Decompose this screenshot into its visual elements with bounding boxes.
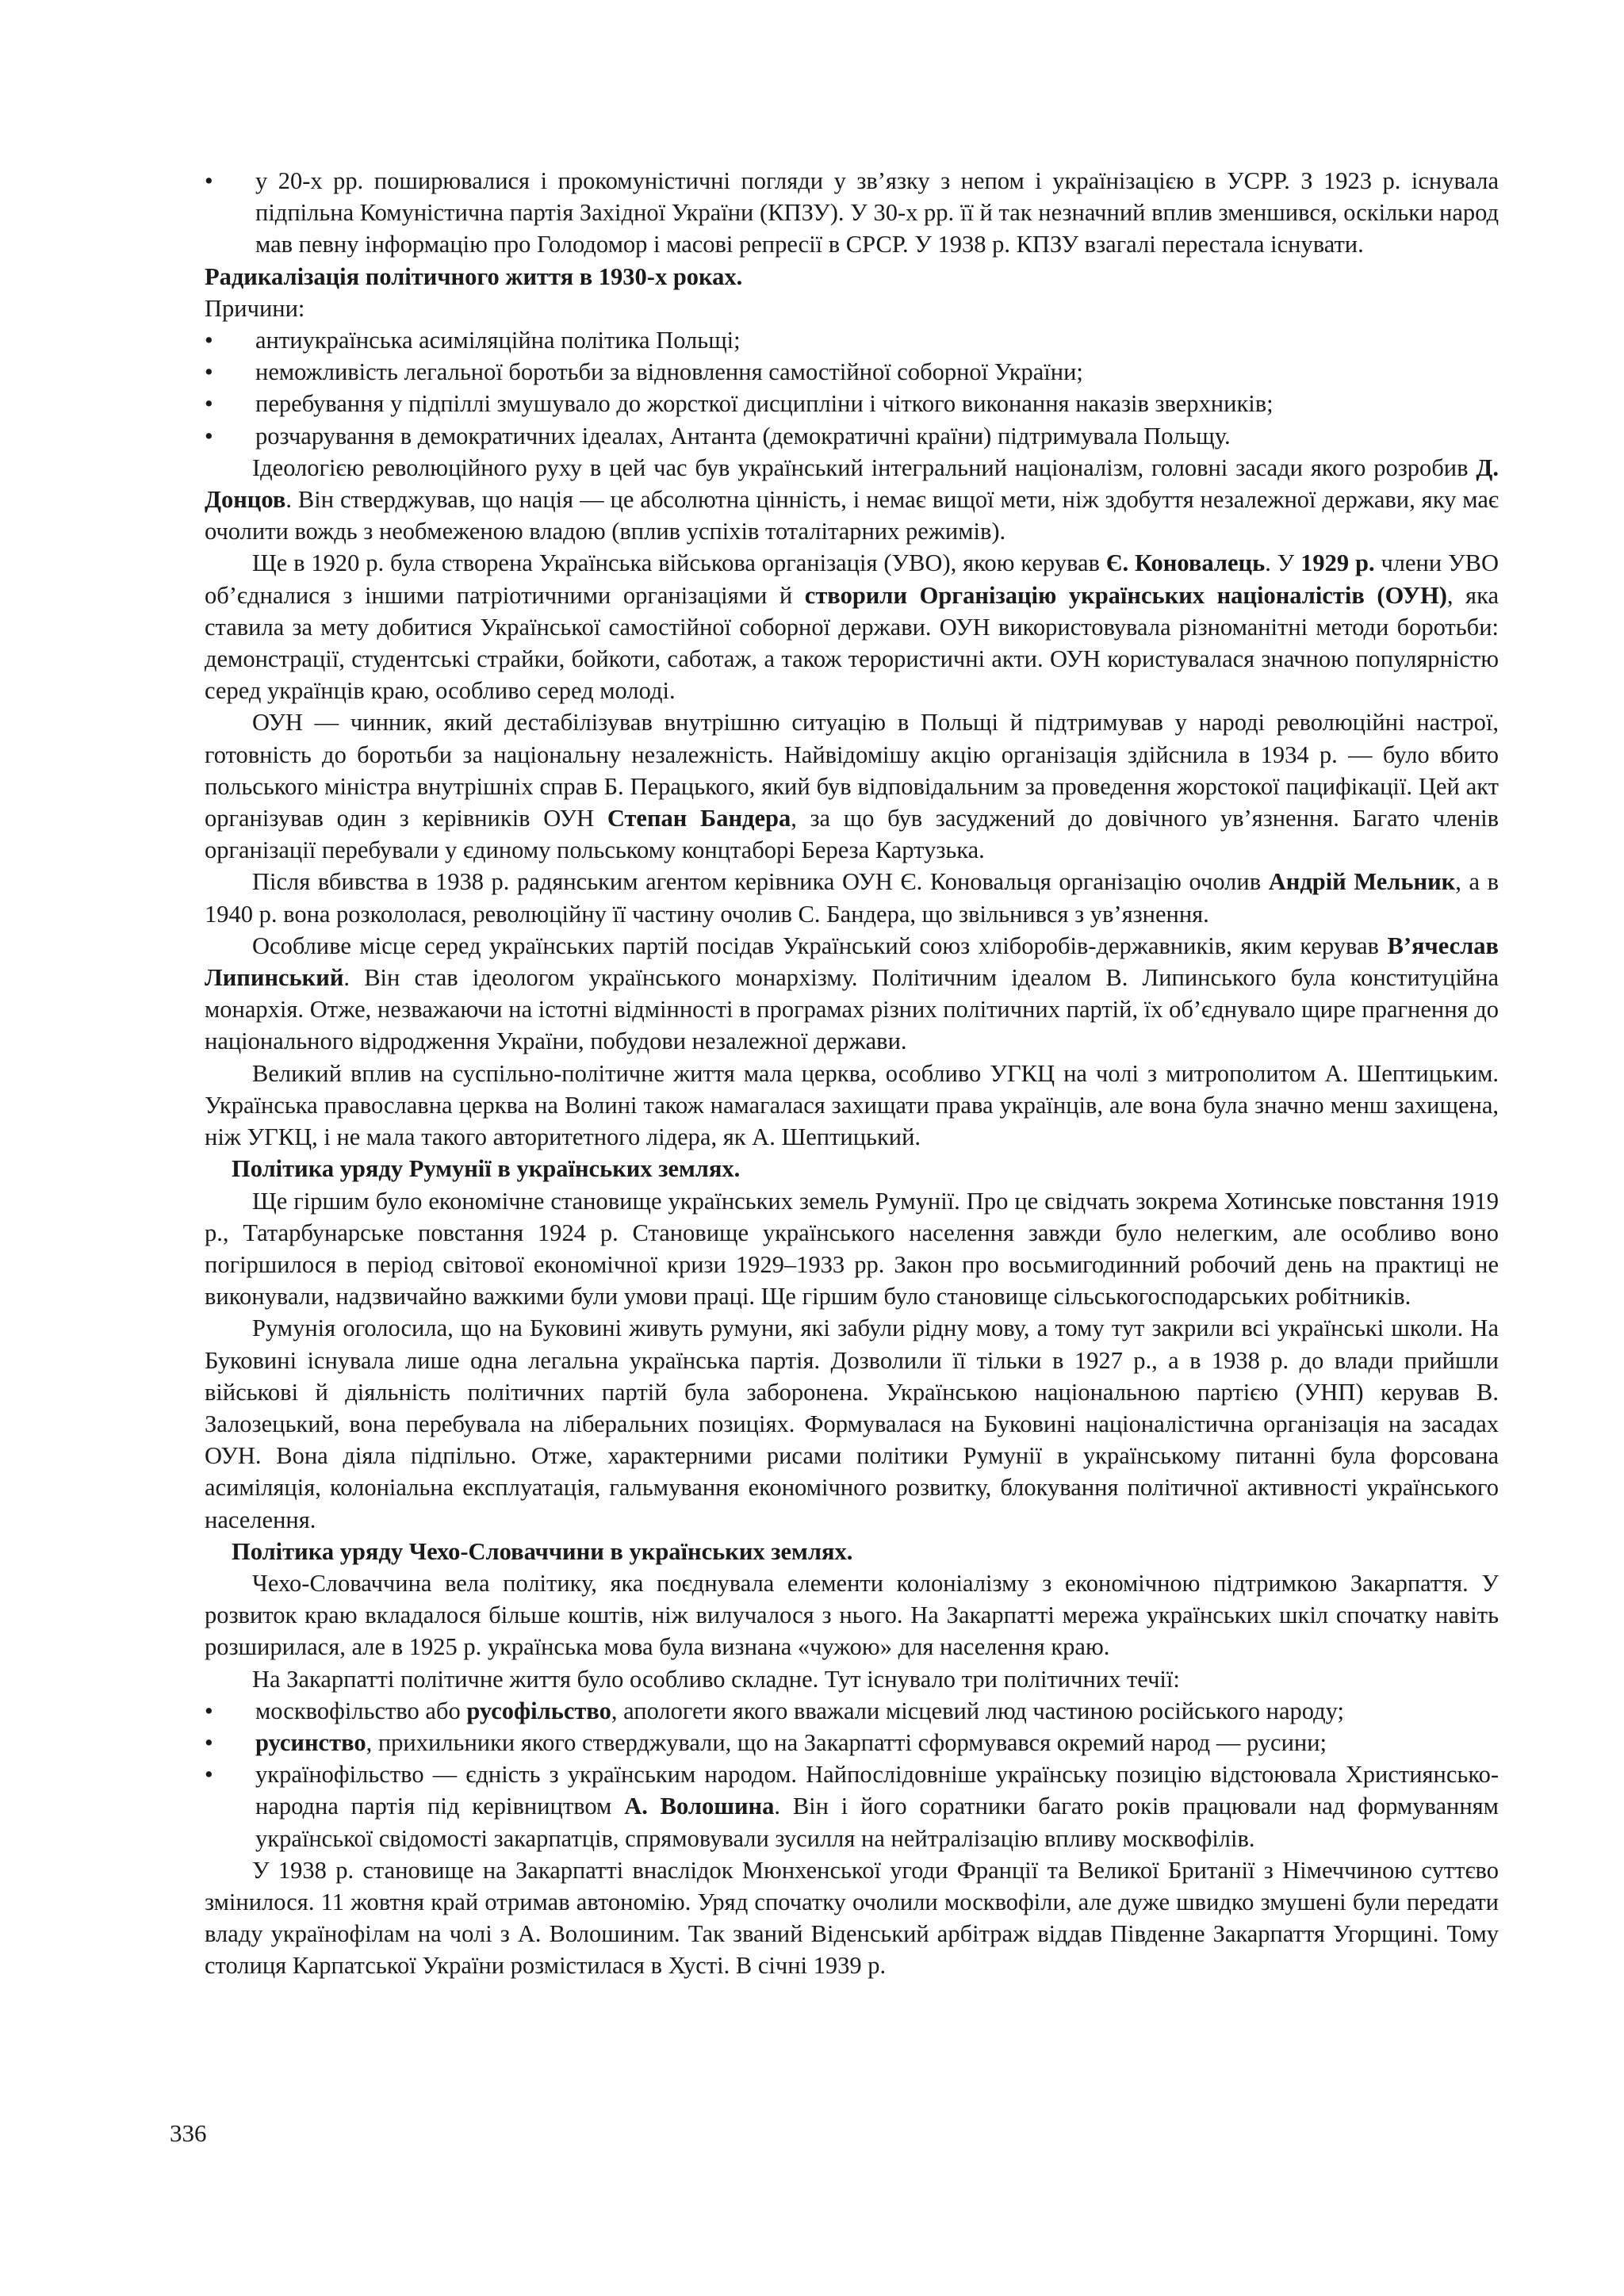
text-run: , за що був засуджений до довічного ув’язнення. Багато членів організації перебували у єдиному польському концтаборі Береза Картузька. — [205, 805, 1499, 864]
text-run: , а в 1940 р. вона розкололася, революційну її частину очолив С. Бандера, що звільнився з ув’язнення. — [205, 868, 1500, 928]
paragraph-romania-bukovyna: Румунія оголосила, що на Буковині живуть румуни, які забули рідну мову, а тому тут закрили всі українські школи. На Буковині існувала лише одна легальна українська партія. Дозволили її тільки в 1927 р., а в 1938 р. до влади прийшли військові й діяльність політичних партій була заборонена. Українською національною партією (УНП) керував В. Залозецький, вона перебувала на ліберальних позиціях. Формувалася на Буковині націоналістична організація на засадах ОУН. Вона діяла підпільно. Отже, характерними рисами політики Румунії в українському питанні була форсована асиміляція, колоніальна експлуатація, гальмування економічного розвитку, блокування політичної активності українського населення. — [205, 1314, 1499, 1533]
name-lypynsky: В’ячеслав Липинський — [205, 932, 1499, 992]
name-konovalets: Є. Коновалець — [1105, 549, 1266, 577]
section-heading-czechoslovakia: Політика уряду Чехо-Словаччини в українських землях. — [232, 1537, 853, 1565]
paragraph-ideology — [205, 452, 1499, 548]
list-item: • перебування у підпіллі змушувало до жорсткої дисципліни і чіткого виконання наказів зверхників; — [205, 388, 1499, 419]
list-item: • розчарування в демократичних ідеалах, Антанта (демократичні країни) підтримувала Польщу. — [205, 420, 1499, 452]
causes-list — [205, 324, 1499, 452]
section-heading-radicalization: Радикалізація політичного життя в 1930-х роках. — [205, 262, 743, 290]
text-run: . Він стверджував, що нація — це абсолютна цінність, і немає вищої мети, ніж здобуття незалежної держави, яку має очолити вождь з необмеженою владою (вплив успіхів тоталітарних режимів). — [205, 486, 1499, 545]
name-melnyk: Андрій Мельник — [1268, 868, 1456, 896]
paragraph-czechoslovakia-policy: Чехо-Словаччина вела політику, яка поєднувала елементи колоніалізму з економічною підтримкою Закарпаття. У розвиток краю вкладалося більше коштів, ніж вилучалося з нього. На Закарпатті мережа українських шкіл спочатку навіть розширилася, але в 1925 р. українська мова була визнана «чужою» для населення краю. — [205, 1569, 1499, 1661]
name-bandera: Степан Бандера — [607, 805, 791, 832]
list-item: • у 20-х рр. поширювалися і прокомуністичні погляди у зв’язку з непом і українізацією в УСРР. З 1923 р. існувала підпільна Комуністична партія Західної України (КПЗУ). У 30-х рр. її й так незначний вплив зменшився, оскільки народ мав певну інформацію про Голодомор і масові репресії в СРСР. У 1938 р. КПЗУ взагалі перестала існувати. — [205, 165, 1499, 261]
text-run: Особливе місце серед українських партій посідав Український союз хліборобів-державників, яким керував — [252, 932, 1388, 959]
intro-bullet-list — [205, 165, 1499, 261]
list-item: • неможливість легальної боротьби за відновлення самостійної соборної України; — [205, 356, 1499, 388]
name-dontsov: Д. Донцов — [205, 453, 1499, 514]
paragraph-zakarpattia-currents: На Закарпатті політичне життя було особливо складне. Тут існувало три політичних течії: — [252, 1665, 1180, 1693]
list-item — [205, 1758, 1499, 1854]
text-run: . У — [1265, 549, 1301, 577]
oun-creation: створили Організацію українських націоналістів (ОУН) — [804, 581, 1447, 609]
text-run: . Він став ідеологом українського монархізму. Політичним ідеалом В. Липинського була конституційна монархія. Отже, незважаючи на істотні відмінності в програмах різних політичних партій, їх об’єднувало щире прагнення до національного відродження України, побудови незалежної держави. — [205, 964, 1499, 1055]
causes-label: Причини: — [205, 294, 305, 322]
text-run: , яка ставила за мету добитися Української самостійної соборної держави. ОУН використовувала різноманітні методи боротьби: демонстрації, студентські страйки, бойкоти, саботаж, а також терористичні акти. ОУН користувалася значною популярністю серед українців краю, особливо серед молоді. — [205, 581, 1499, 705]
text-run: . Він і його соратники багато років працювали над формуванням української свідомості закарпатців, спрямовували зусилля на нейтралізацію впливу москвофілів. — [255, 1793, 1499, 1852]
page-body — [205, 165, 1499, 1982]
paragraph-melnyk — [205, 866, 1499, 929]
list-item — [205, 1727, 1499, 1758]
text-run: , апологети якого вважали місцевий люд частиною російського народу; — [611, 1697, 1344, 1724]
paragraph-romania-economy: Ще гіршим було економічне становище українських земель Румунії. Про це свідчать зокрема Хотинське повстання 1919 р., Татарбунарське повстання 1924 р. Становище українського населення завжди було нелегким, але особливо воно погіршилося в період світової економічної кризи 1929–1933 рр. Закон про восьмигодинний робочий день на практиці не виконували, надзвичайно важкими були умови праці. Ще гіршим було становище сільськогосподарських робітників. — [205, 1187, 1499, 1311]
paragraph-church: Великий вплив на суспільно-політичне життя мала церква, особливо УГКЦ на чолі з митрополитом А. Шептицьким. Українська православна церква на Волині також намагалася захищати права українців, але вона була значно менш захищена, ніж УГКЦ, і не мала такого авторитетного лідера, як А. Шептицький. — [205, 1059, 1499, 1151]
text-run: члени УВО об’єдналися з іншими патріотичними організаціями й — [205, 549, 1500, 609]
paragraph-uvo-oun — [205, 547, 1499, 706]
text-run: Ще в 1920 р. була створена Українська військова організація (УВО), якою керував — [252, 549, 1106, 577]
paragraph-lypynsky — [205, 930, 1499, 1058]
name-voloshyn: А. Волошина — [624, 1793, 775, 1820]
text-run: українофільство — єдність з українським народом. Найпослідовніше українську позицію відстоювала Християнсько-народна партія під керівництвом — [255, 1761, 1499, 1820]
page-number: 336 — [170, 2119, 207, 2147]
paragraph-carpatho-ukraine: У 1938 р. становище на Закарпатті внаслідок Мюнхенської угоди Франції та Великої Британії з Німеччиною суттєво змінилося. 11 жовтня край отримав автономію. Уряд спочатку очолили москвофіли, але дуже швидко змушені були передати владу українофілам на чолі з А. Волошиним. Так званий Віденський арбітраж віддав Південне Закарпаття Угорщині. Тому столиця Карпатської України розмістилася в Хусті. В січні 1939 р. — [205, 1856, 1499, 1980]
text-run: Після вбивства в 1938 р. радянським агентом керівника ОУН Є. Коновальця організацію очолив — [252, 868, 1269, 896]
text-run: Ідеологією революційного руху в цей час був український інтегральний націоналізм, головні засади якого розробив — [252, 453, 1477, 481]
list-item — [205, 1695, 1499, 1727]
section-heading-romania: Політика уряду Румунії в українських землях. — [232, 1155, 741, 1183]
text-run: москвофільство або — [255, 1697, 467, 1724]
term-rusophilism: русофільство — [466, 1697, 611, 1724]
text-run: ОУН — чинник, який дестабілізував внутрішню ситуацію в Польщі й підтримував у народі революційні настрої, готовність до боротьби за національну незалежність. Найвідомішу акцію організація здійснила в 1934 р. — було вбито польського міністра внутрішніх справ Б. Перацького, який був відповідальним за проведення жорстокої пацифікації. Цей акт організував один з керівників ОУН — [205, 709, 1499, 832]
list-item: • антиукраїнська асиміляційна політика Польщі; — [205, 324, 1499, 356]
text-run: , прихильники якого стверджували, що на Закарпатті сформувався окремий народ — русини; — [366, 1728, 1327, 1756]
year-1929: 1929 р. — [1300, 549, 1375, 577]
term-rusynism: русинство — [255, 1728, 366, 1756]
paragraph-oun-actions — [205, 706, 1499, 866]
currents-list — [205, 1695, 1499, 1854]
